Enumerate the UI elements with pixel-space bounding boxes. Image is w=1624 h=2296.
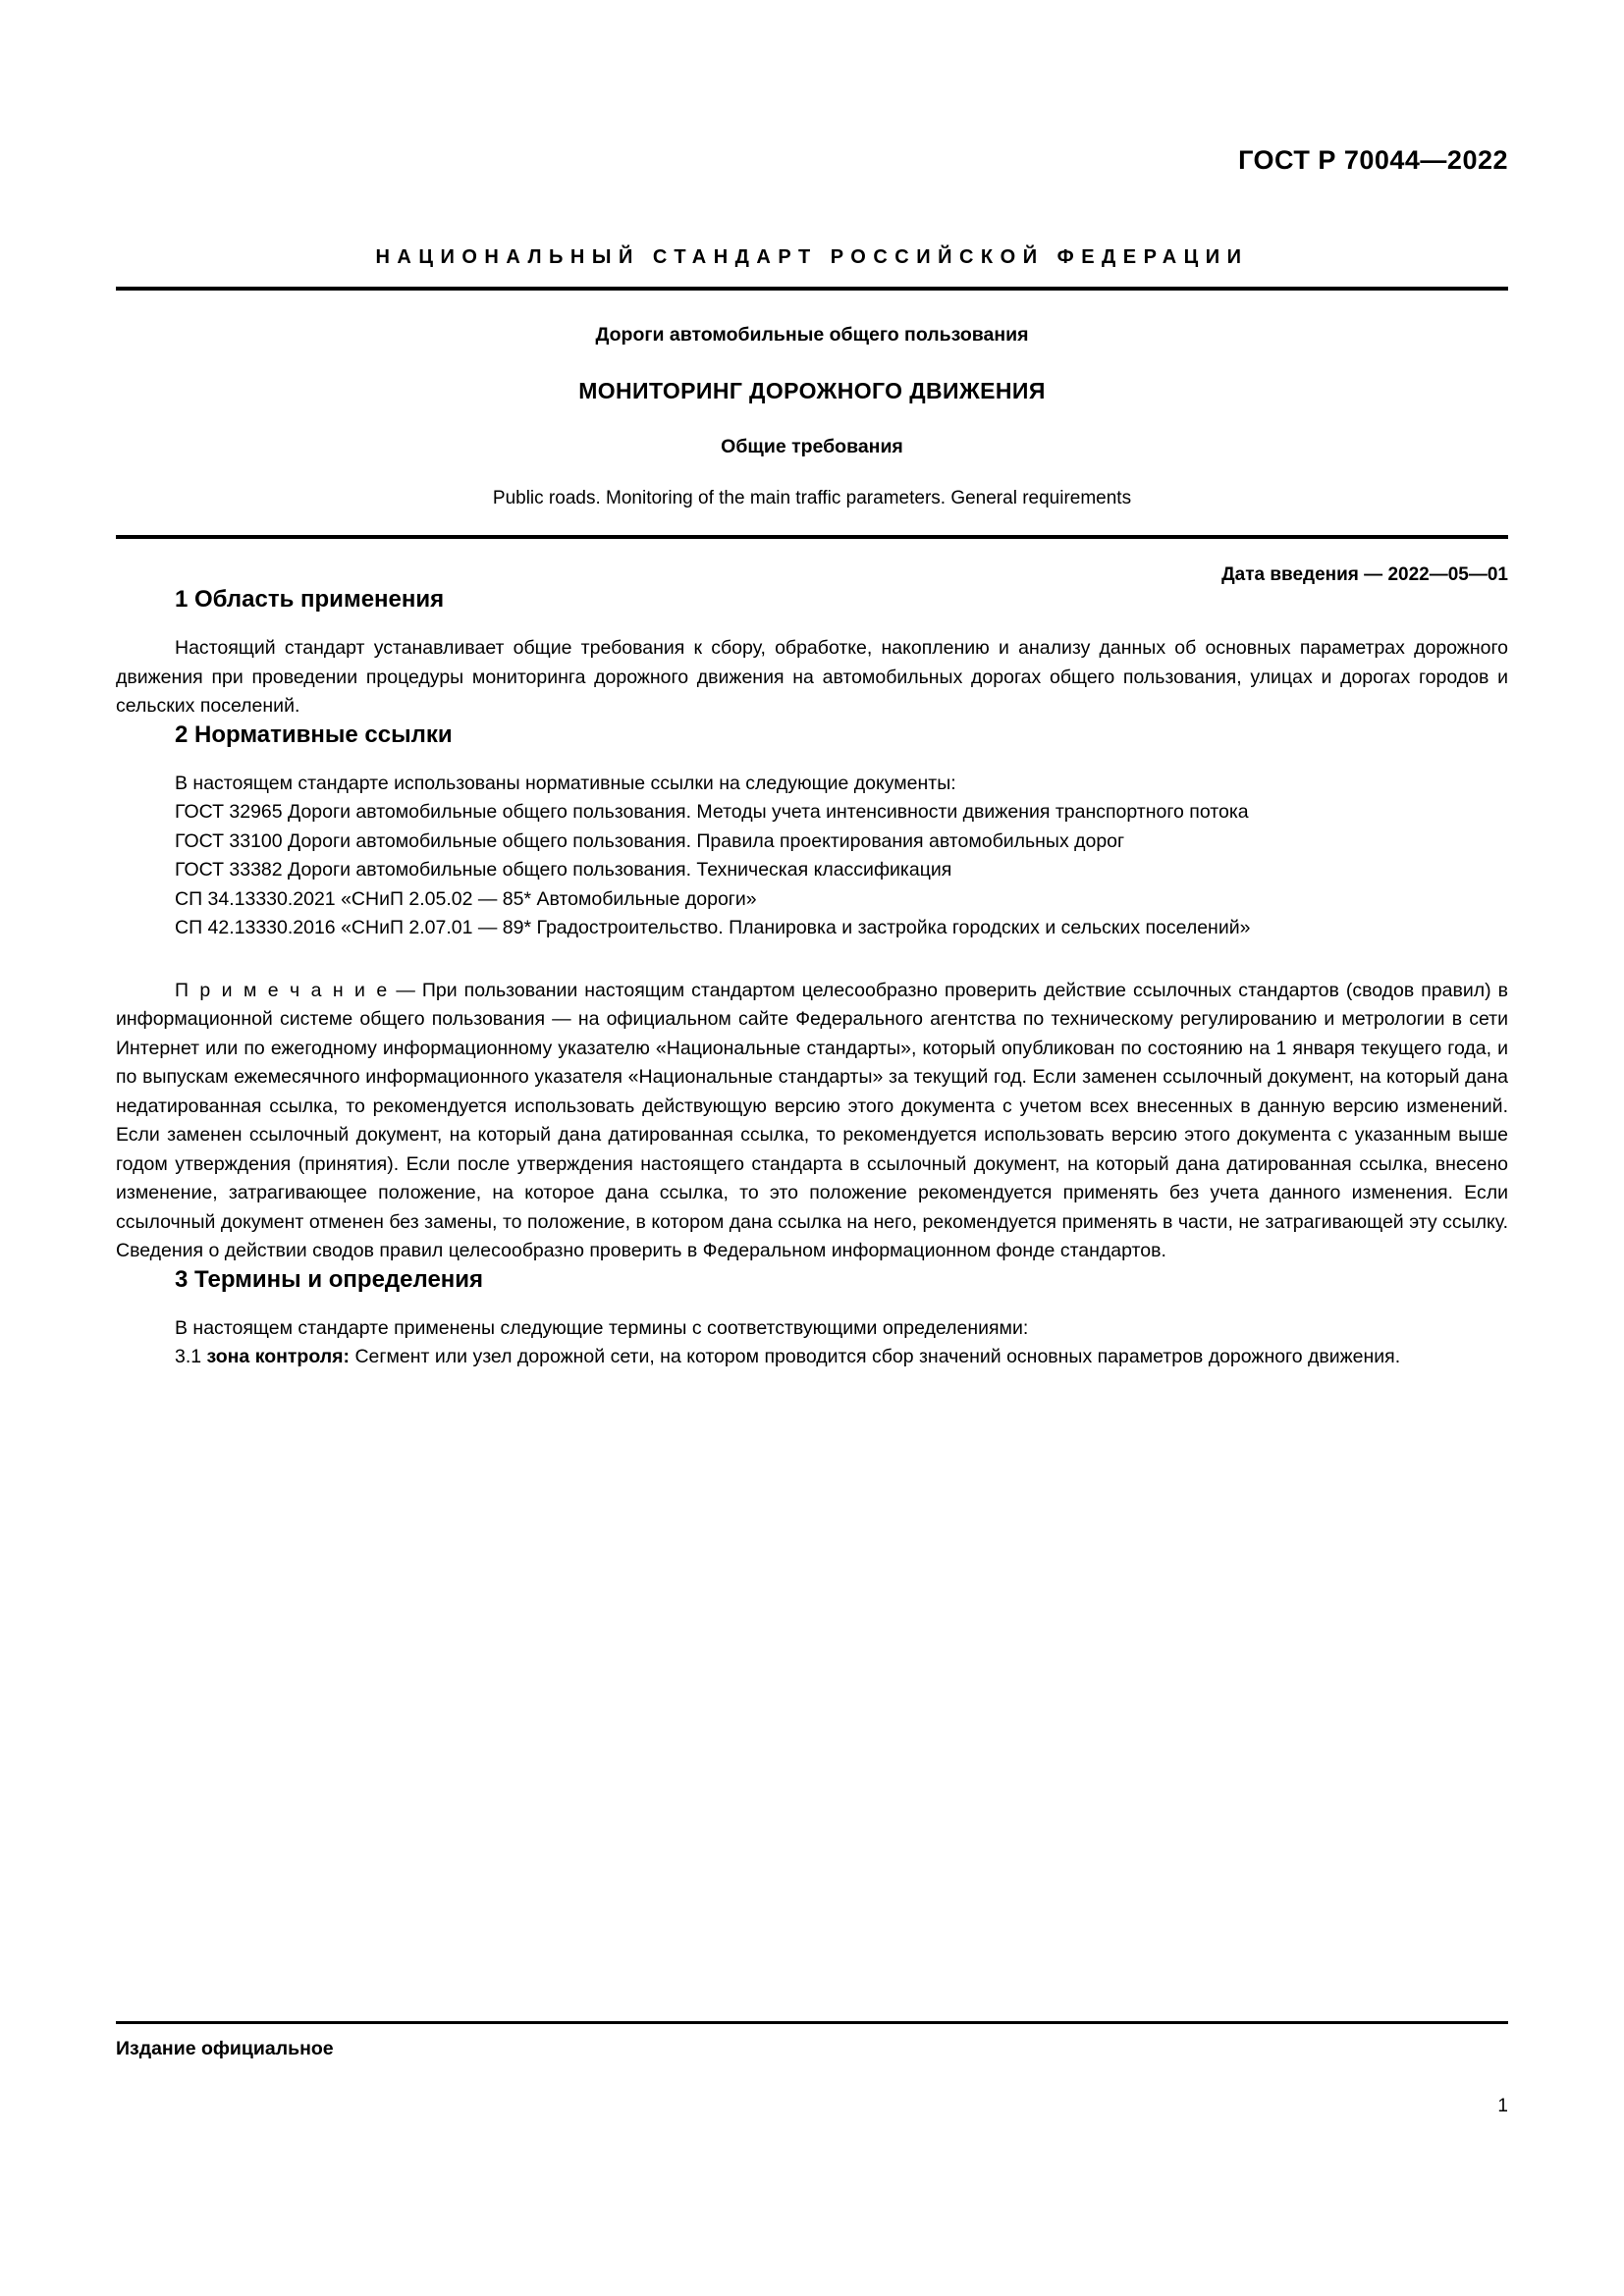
term-name: зона контроля: [206, 1346, 351, 1367]
official-edition-label: Издание официальное [116, 2038, 334, 2059]
section-3-paragraph-1: В настоящем стандарте применены следующие термины с соответствующими определениями: [175, 1316, 1029, 1339]
section-1-heading: 1 Область применения [175, 586, 445, 613]
title-subject: Дороги автомобильные общего пользования [595, 324, 1029, 346]
section-2-heading: 2 Нормативные ссылки [175, 721, 453, 748]
section-2-note [116, 977, 1508, 1266]
title-block [116, 324, 1508, 509]
introduction-date: Дата введения — 2022—05—01 [1221, 564, 1508, 585]
section-3-heading: 3 Термины и определения [175, 1265, 484, 1293]
section-normative-references [116, 721, 1508, 1266]
divider-below-title [116, 535, 1508, 539]
reference-gost-32965: ГОСТ 32965 Дороги автомобильные общего пользования. Методы учета интенсивности движения транспортного потока [175, 801, 1249, 823]
title-english: Public roads. Monitoring of the main traffic parameters. General requirements [492, 488, 1132, 508]
term-number: 3.1 [175, 1346, 207, 1367]
term-entry-3-1 [116, 1343, 1508, 1372]
note-label: П р и м е ч а н и е [175, 979, 390, 1001]
reference-gost-33100: ГОСТ 33100 Дороги автомобильные общего пользования. Правила проектирования автомобильных дорог [175, 829, 1125, 852]
term-definition: Сегмент или узел дорожной сети, на котором проводится сбор значений основных параметров дорожного движения. [350, 1346, 1401, 1367]
reference-sp-42: СП 42.13330.2016 «СНиП 2.07.01 — 89* Градостроительство. Планировка и застройка городских и сельских поселений» [175, 917, 1251, 938]
page-content [116, 0, 1508, 1372]
reference-sp-34: СП 34.13330.2021 «СНиП 2.05.02 — 85* Автомобильные дороги» [175, 887, 757, 910]
footer-divider [116, 2021, 1508, 2024]
note-text: — При пользовании настоящим стандартом целесообразно проверить действие ссылочных стандартов (сводов правил) в информационной системе общего пользования — на официальном сайте Федерального агентства по техническому регулированию и метрологии в сети Интернет или по ежегодному информационному указателю «Национальные стандарты», который опубликован по состоянию на 1 января текущего года, и по выпускам ежемесячного информационного указателя «Национальные стандарты» за текущий год. Если заменен ссылочный документ, на который дана недатированная ссылка, то рекомендуется использовать действующую версию этого документа с учетом всех внесенных в данную версию изменений. Если заменен ссылочный документ, на который дана датированная ссылка, то рекомендуется использовать версию этого документа с указанным выше годом утверждения (принятия). Если после утверждения настоящего стандарта в ссылочный документ, на который дана датированная ссылка, внесено изменение, затрагивающее положение, на которое дана ссылка, то это положение рекомендуется применять без учета данного изменения. Если ссылочный документ отменен без замены, то положение, в котором дана ссылка на него, рекомендуется применять в части, не затрагивающей эту ссылку. Сведения о действии сводов правил целесообразно проверить в Федеральном информационном фонде стандартов. [116, 979, 1508, 1261]
section-2-paragraph-1: В настоящем стандарте использованы нормативные ссылки на следующие документы: [175, 772, 956, 794]
page-title: МОНИТОРИНГ ДОРОЖНОГО ДВИЖЕНИЯ [578, 378, 1046, 403]
section-terms-definitions [116, 1266, 1508, 1372]
document-number: ГОСТ Р 70044—2022 [1238, 145, 1508, 175]
divider-top [116, 287, 1508, 291]
section-scope [116, 586, 1508, 721]
section-1-paragraph-1: Настоящий стандарт устанавливает общие требования к сбору, обработке, накоплению и анализу данных об основных параметрах дорожного движения при проведении процедуры мониторинга дорожного движения на автомобильных дорогах общего пользования, улицах и дорогах городов и сельских поселений. [116, 637, 1508, 717]
page-number: 1 [1497, 2096, 1508, 2116]
national-standard-heading: НАЦИОНАЛЬНЫЙ СТАНДАРТ РОССИЙСКОЙ ФЕДЕРАЦИИ [375, 246, 1249, 268]
title-requirements: Общие требования [721, 436, 903, 457]
reference-gost-33382: ГОСТ 33382 Дороги автомобильные общего пользования. Техническая классификация [175, 859, 952, 881]
